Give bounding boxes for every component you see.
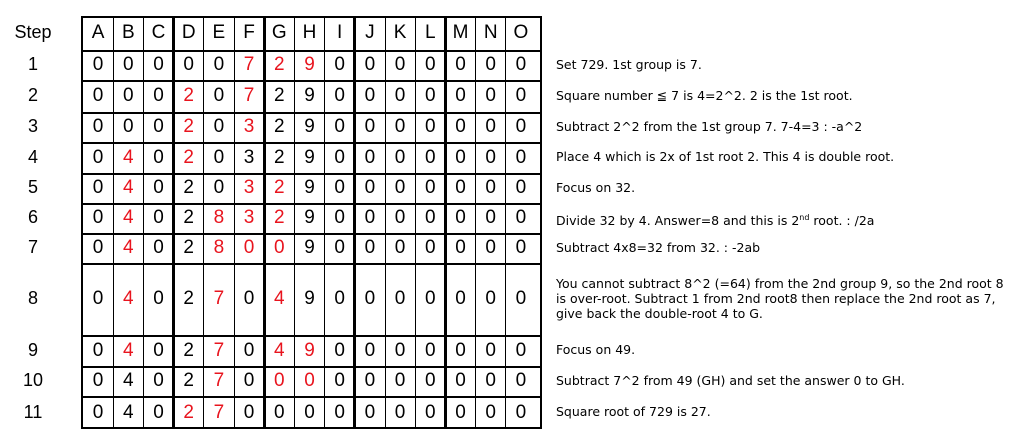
digit-cell-m: 0 [455,85,466,106]
digit-cell-g: 2 [273,207,285,228]
digit-cell-l: 0 [424,288,436,309]
digit-cell-j: 0 [364,207,376,228]
digit-cell-f: 3 [243,207,255,228]
digit-cell-o: 0 [515,288,527,309]
digit-cell-h: 9 [304,116,315,137]
digit-cell-j: 0 [364,401,376,423]
digit-cell-l: 0 [424,177,436,198]
column-header-j: J [365,22,375,43]
digit-cell-n: 0 [485,177,496,198]
digit-cell-l: 0 [424,237,436,258]
digit-cell-i: 0 [334,370,345,391]
digit-cell-h: 9 [304,146,315,168]
digit-cell-k: 0 [394,146,406,168]
digit-cell-f: 3 [243,146,255,168]
step-number: 3 [27,116,38,136]
digit-cell-l: 0 [424,85,436,106]
digit-cell-h: 9 [304,207,315,228]
digit-cell-f: 3 [243,116,255,137]
digit-cell-o: 0 [515,177,527,198]
digit-cell-j: 0 [364,288,376,309]
digit-cell-a: 0 [92,237,104,258]
digit-cell-m: 0 [455,370,466,391]
row-divider [83,335,540,337]
digit-cell-d: 2 [183,146,194,168]
digit-cell-h: 9 [304,237,315,258]
digit-cell-o: 0 [515,207,527,228]
digit-cell-i: 0 [334,177,345,198]
digit-cell-d: 2 [183,370,194,391]
digit-cell-i: 0 [334,54,345,75]
digit-cell-j: 0 [364,237,376,258]
step-number: 2 [27,85,38,105]
step-explanation: Square root of 729 is 27. [556,404,711,419]
digit-cell-o: 0 [515,401,527,423]
digit-cell-n: 0 [485,237,496,258]
column-header-o: O [513,22,529,43]
digit-cell-l: 0 [424,370,436,391]
digit-cell-m: 0 [455,54,466,75]
column-header-l: L [424,22,436,43]
digit-cell-d: 2 [183,207,194,228]
step-number: 6 [27,207,38,227]
digit-cell-f: 7 [243,85,255,106]
digit-cell-i: 0 [334,207,345,228]
column-header-e: E [212,22,226,43]
digit-cell-m: 0 [455,237,466,258]
digit-cell-h: 9 [304,339,315,361]
digit-cell-b: 4 [122,177,134,198]
column-header-i: I [337,22,343,43]
digit-cell-e: 8 [213,237,225,258]
column-header-g: G [271,22,287,43]
digit-cell-l: 0 [424,339,436,361]
column-header-f: F [243,22,255,43]
digit-cell-k: 0 [394,116,406,137]
step-number: 11 [23,401,43,422]
row-divider [83,263,540,265]
digit-cell-o: 0 [515,146,527,168]
row-divider [83,50,540,52]
step-number: 9 [27,339,38,360]
row-divider [83,173,540,175]
digit-cell-m: 0 [455,177,466,198]
digit-cell-j: 0 [364,339,376,361]
digit-cell-n: 0 [485,146,496,168]
digit-cell-d: 2 [183,237,194,258]
digit-cell-j: 0 [364,54,376,75]
digit-cell-e: 7 [213,288,225,309]
digit-cell-n: 0 [485,54,496,75]
digit-cell-k: 0 [394,54,406,75]
digit-cell-c: 0 [153,370,164,391]
digit-cell-i: 0 [334,401,345,423]
row-divider [83,80,540,82]
digit-cell-h: 9 [304,85,315,106]
digit-cell-d: 2 [183,177,194,198]
digit-cell-e: 0 [213,146,225,168]
digit-cell-n: 0 [485,370,496,391]
digit-cell-g: 0 [273,370,285,391]
digit-cell-e: 7 [213,401,225,423]
digit-cell-d: 2 [183,85,194,106]
row-divider [83,396,540,398]
step-number: 4 [27,146,38,167]
step-column-header: Step [14,22,52,42]
digit-cell-c: 0 [153,177,164,198]
digit-cell-c: 0 [153,401,164,423]
digit-cell-g: 4 [273,339,285,361]
step-explanation: Subtract 4x8=32 from 32. : -2ab [556,239,761,255]
digit-cell-o: 0 [515,237,527,258]
digit-cell-e: 8 [213,207,225,228]
digit-cell-b: 0 [122,116,134,137]
column-header-k: K [393,22,407,43]
digit-cell-d: 2 [183,288,194,309]
column-header-m: M [452,22,469,43]
digit-cell-l: 0 [424,146,436,168]
digit-cell-e: 0 [213,85,225,106]
step-explanation: Subtract 2^2 from the 1st group 7. 7-4=3 : -a^2 [556,118,863,134]
digit-cell-k: 0 [394,339,406,361]
digit-cell-a: 0 [92,401,104,423]
digit-cell-m: 0 [455,207,466,228]
digit-cell-h: 9 [304,288,315,309]
digit-cell-h: 9 [304,177,315,198]
digit-cell-a: 0 [92,116,104,137]
step-explanation: Subtract 7^2 from 49 (GH) and set the answer 0 to GH. [556,372,905,388]
step-explanation: You cannot subtract 8^2 (=64) from the 2nd group 9, so the 2nd root 8 is over-root. Subtract 1 from 2nd root8 then replace the 2nd root as 7, give back the double-root 4 to G. [556,275,1004,321]
digit-cell-b: 0 [122,54,134,75]
digit-cell-k: 0 [394,288,406,309]
column-header-d: D [181,22,196,43]
digit-cell-i: 0 [334,237,345,258]
digit-cell-d: 0 [183,54,194,75]
digit-cell-e: 0 [213,177,225,198]
digit-cell-k: 0 [394,207,406,228]
digit-cell-b: 4 [122,237,134,258]
digit-cell-i: 0 [334,116,345,137]
digit-cell-f: 0 [243,370,255,391]
step-explanation: Set 729. 1st group is 7. [556,56,702,72]
row-divider [83,112,540,114]
digit-cell-a: 0 [92,54,104,75]
digit-cell-b: 4 [122,146,134,168]
digit-cell-n: 0 [485,288,496,309]
digit-cell-o: 0 [515,85,527,106]
step-explanation: Divide 32 by 4. Answer=8 and this is 2nd root. : /2a [556,212,875,228]
step-number: 7 [27,237,38,257]
digit-cell-l: 0 [424,54,436,75]
digit-cell-e: 0 [213,116,225,137]
digit-cell-n: 0 [485,339,496,361]
digit-cell-b: 0 [122,85,134,106]
digit-cell-a: 0 [92,177,104,198]
digit-cell-i: 0 [334,146,345,168]
digit-cell-j: 0 [364,146,376,168]
digit-cell-c: 0 [153,116,164,137]
digit-cell-k: 0 [394,177,406,198]
digit-cell-b: 4 [122,288,134,309]
digit-cell-a: 0 [92,288,104,309]
digit-cell-n: 0 [485,85,496,106]
digit-cell-l: 0 [424,207,436,228]
digit-cell-f: 0 [243,237,255,258]
digit-cell-a: 0 [92,207,104,228]
digit-cell-f: 0 [243,339,255,361]
digit-cell-g: 2 [273,177,285,198]
digit-cell-a: 0 [92,339,104,361]
digit-cell-g: 0 [273,401,285,423]
digit-cell-d: 2 [183,339,194,361]
column-header-c: C [151,22,166,43]
digit-cell-i: 0 [334,288,345,309]
digit-cell-j: 0 [364,177,376,198]
digit-cell-g: 2 [273,146,285,168]
digit-cell-k: 0 [394,85,406,106]
digit-cell-j: 0 [364,370,376,391]
step-number: 1 [27,54,38,74]
digit-cell-c: 0 [153,146,164,168]
step-number: 10 [22,370,44,390]
digit-cell-c: 0 [153,237,164,258]
digit-cell-o: 0 [515,54,527,75]
digit-cell-f: 0 [243,288,255,309]
digit-cell-g: 2 [273,54,285,75]
row-divider [83,366,540,368]
digit-cell-f: 0 [243,401,255,423]
row-divider [83,142,540,144]
digit-cell-c: 0 [153,54,164,75]
digit-cell-l: 0 [424,401,436,423]
digit-cell-b: 4 [122,370,134,391]
digit-cell-f: 7 [243,54,255,75]
digit-cell-b: 4 [122,339,134,361]
step-explanation: Focus on 49. [556,342,636,357]
digit-cell-a: 0 [92,85,104,106]
row-divider [83,203,540,205]
digit-cell-g: 4 [273,288,285,309]
digit-cell-m: 0 [455,146,466,168]
digit-cell-c: 0 [153,85,164,106]
digit-cell-g: 0 [273,237,285,258]
step-explanation: Focus on 32. [556,179,636,195]
digit-cell-c: 0 [153,339,164,361]
digit-cell-m: 0 [455,116,466,137]
digit-cell-b: 4 [122,207,134,228]
digit-cell-a: 0 [92,370,104,391]
digit-cell-d: 2 [183,116,194,137]
digit-cell-e: 7 [213,370,225,391]
digit-cell-k: 0 [394,237,406,258]
ordinal-superscript: nd [799,212,810,222]
digit-cell-h: 0 [304,401,315,423]
digit-cell-j: 0 [364,116,376,137]
digit-cell-c: 0 [153,207,164,228]
digit-cell-e: 7 [213,339,225,361]
digit-cell-m: 0 [455,288,466,309]
step-explanation: Place 4 which is 2x of 1st root 2. This 4 is double root. [556,149,895,164]
digit-cell-o: 0 [515,116,527,137]
digit-cell-g: 2 [273,85,285,106]
digit-cell-b: 4 [122,401,134,423]
digit-cell-k: 0 [394,401,406,423]
step-explanation: Square number ≦ 7 is 4=2^2. 2 is the 1st root. [556,87,853,103]
column-header-a: A [91,22,105,43]
digit-cell-e: 0 [213,54,225,75]
column-header-b: B [121,22,135,43]
digit-cell-n: 0 [485,207,496,228]
digit-cell-n: 0 [485,116,496,137]
digit-cell-o: 0 [515,370,527,391]
column-header-h: H [302,22,317,43]
digit-cell-h: 0 [304,370,315,391]
digit-cell-k: 0 [394,370,406,391]
digit-cell-n: 0 [485,401,496,423]
digit-cell-f: 3 [243,177,255,198]
step-number: 8 [27,288,38,308]
digit-cell-j: 0 [364,85,376,106]
digit-cell-a: 0 [92,146,104,168]
digit-cell-d: 2 [183,401,194,423]
step-number: 5 [27,177,38,197]
digit-cell-c: 0 [153,288,164,309]
digit-cell-m: 0 [455,339,466,361]
digit-cell-g: 2 [273,116,285,137]
digit-cell-o: 0 [515,339,527,361]
digit-cell-m: 0 [455,401,466,423]
digit-cell-l: 0 [424,116,436,137]
digit-cell-i: 0 [334,339,345,361]
digit-cell-h: 9 [304,54,315,75]
row-divider [83,233,540,235]
digit-cell-i: 0 [334,85,345,106]
column-header-n: N [483,22,498,43]
